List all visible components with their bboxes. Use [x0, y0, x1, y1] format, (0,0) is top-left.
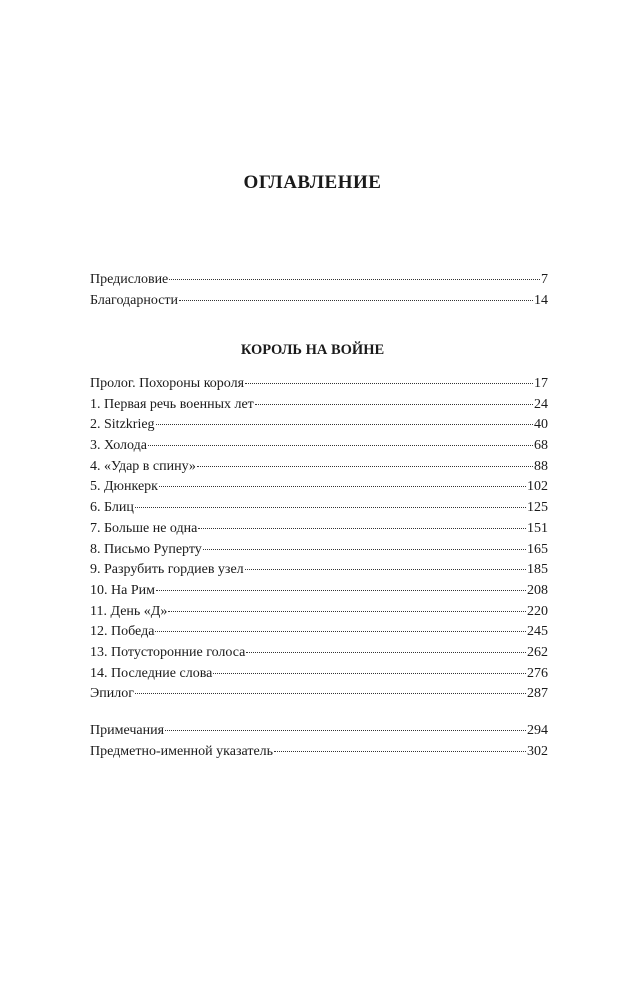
toc-entry — [90, 395, 548, 416]
toc-entry — [90, 498, 548, 519]
toc-entry-page-number: 7 — [541, 272, 548, 287]
dot-leader — [156, 424, 533, 425]
dot-leader — [245, 383, 533, 384]
dot-leader — [203, 549, 526, 550]
dot-leader — [255, 404, 533, 405]
section-title: КОРОЛЬ НА ВОЙНЕ — [240, 342, 385, 358]
toc-entry — [90, 374, 548, 395]
toc-entry — [90, 477, 548, 498]
toc-entry-page-number: 185 — [527, 562, 548, 578]
toc-entry-page-number: 208 — [527, 582, 548, 598]
toc-entry-page-number: 102 — [527, 479, 548, 495]
toc-entry-label: 12. Победа — [90, 624, 155, 640]
back-matter-list — [90, 721, 548, 762]
dot-leader — [245, 569, 526, 570]
toc-entry-page-number: 220 — [527, 603, 548, 619]
dot-leader — [156, 590, 526, 591]
toc-entry — [90, 664, 548, 685]
toc-entry-label: 3. Холода — [90, 438, 147, 454]
toc-entry-label: 13. Потусторонние голоса — [90, 644, 246, 660]
toc-entry-label: Предметно-именной указатель — [90, 743, 274, 759]
toc-entry — [90, 602, 548, 623]
toc-entry-label: Предисловие — [90, 272, 169, 287]
dot-leader — [179, 300, 533, 301]
toc-entry — [90, 519, 548, 540]
toc-entry-page-number: 88 — [534, 458, 548, 474]
toc-entry-page-number: 245 — [527, 624, 548, 640]
toc-entry-page-number: 14 — [534, 292, 548, 308]
toc-entry-label: 1. Первая речь военных лет — [90, 396, 254, 412]
toc-entry-label: 6. Блиц — [90, 500, 134, 516]
toc-entry — [90, 622, 548, 643]
toc-entry-label: Благодарности — [90, 292, 179, 308]
toc-entry — [90, 684, 548, 705]
dot-leader — [198, 528, 526, 529]
toc-entry-page-number: 17 — [534, 376, 548, 391]
toc-entry — [90, 560, 548, 581]
dot-leader — [135, 693, 526, 694]
toc-entry-label: 14. Последние слова — [90, 665, 213, 681]
front-matter-list — [90, 270, 548, 311]
toc-entry-label: 4. «Удар в спину» — [90, 458, 196, 474]
toc-entry — [90, 581, 548, 602]
dot-leader — [168, 611, 526, 612]
toc-entry-label: 5. Дюнкерк — [90, 479, 158, 495]
dot-leader — [159, 486, 526, 487]
toc-entry — [90, 457, 548, 478]
toc-entry-label: Примечания — [90, 723, 165, 738]
toc-entry — [90, 270, 548, 291]
toc-entry-page-number: 262 — [527, 644, 548, 660]
toc-entry — [90, 643, 548, 664]
dot-leader — [148, 445, 533, 446]
dot-leader — [246, 652, 526, 653]
toc-entry — [90, 291, 548, 312]
toc-entry-label: 8. Письмо Руперту — [90, 541, 202, 557]
toc-entry-page-number: 125 — [527, 500, 548, 516]
toc-entry-page-number: 287 — [527, 686, 548, 702]
toc-entry-label: 7. Больше не одна — [90, 520, 198, 536]
toc-entry-label: 10. На Рим — [90, 582, 155, 598]
dot-leader — [213, 673, 526, 674]
toc-entry — [90, 415, 548, 436]
toc-entry — [90, 436, 548, 457]
dot-leader — [155, 631, 526, 632]
toc-entry-page-number: 276 — [527, 665, 548, 681]
toc-entry-label: Пролог. Похороны короля — [90, 376, 245, 391]
toc-title: ОГЛАВЛЕНИЕ — [243, 172, 382, 193]
toc-entry-page-number: 24 — [534, 396, 548, 412]
toc-entry-label: Эпилог — [90, 686, 134, 702]
dot-leader — [169, 279, 540, 280]
chapter-list — [90, 374, 548, 705]
dot-leader — [274, 751, 526, 752]
toc-entry-label: 2. Sitzkrieg — [90, 417, 155, 433]
dot-leader — [197, 466, 533, 467]
toc-entry — [90, 540, 548, 561]
toc-entry-page-number: 302 — [527, 743, 548, 759]
dot-leader — [165, 730, 526, 731]
toc-entry-label: 9. Разрубить гордиев узел — [90, 562, 244, 578]
toc-entry-page-number: 40 — [534, 417, 548, 433]
toc-entry-page-number: 294 — [527, 723, 548, 738]
toc-entry-page-number: 151 — [527, 520, 548, 536]
toc-entry — [90, 721, 548, 742]
toc-entry-page-number: 68 — [534, 438, 548, 454]
dot-leader — [135, 507, 526, 508]
toc-entry — [90, 742, 548, 763]
toc-entry-page-number: 165 — [527, 541, 548, 557]
toc-entry-label: 11. День «Д» — [90, 603, 168, 619]
